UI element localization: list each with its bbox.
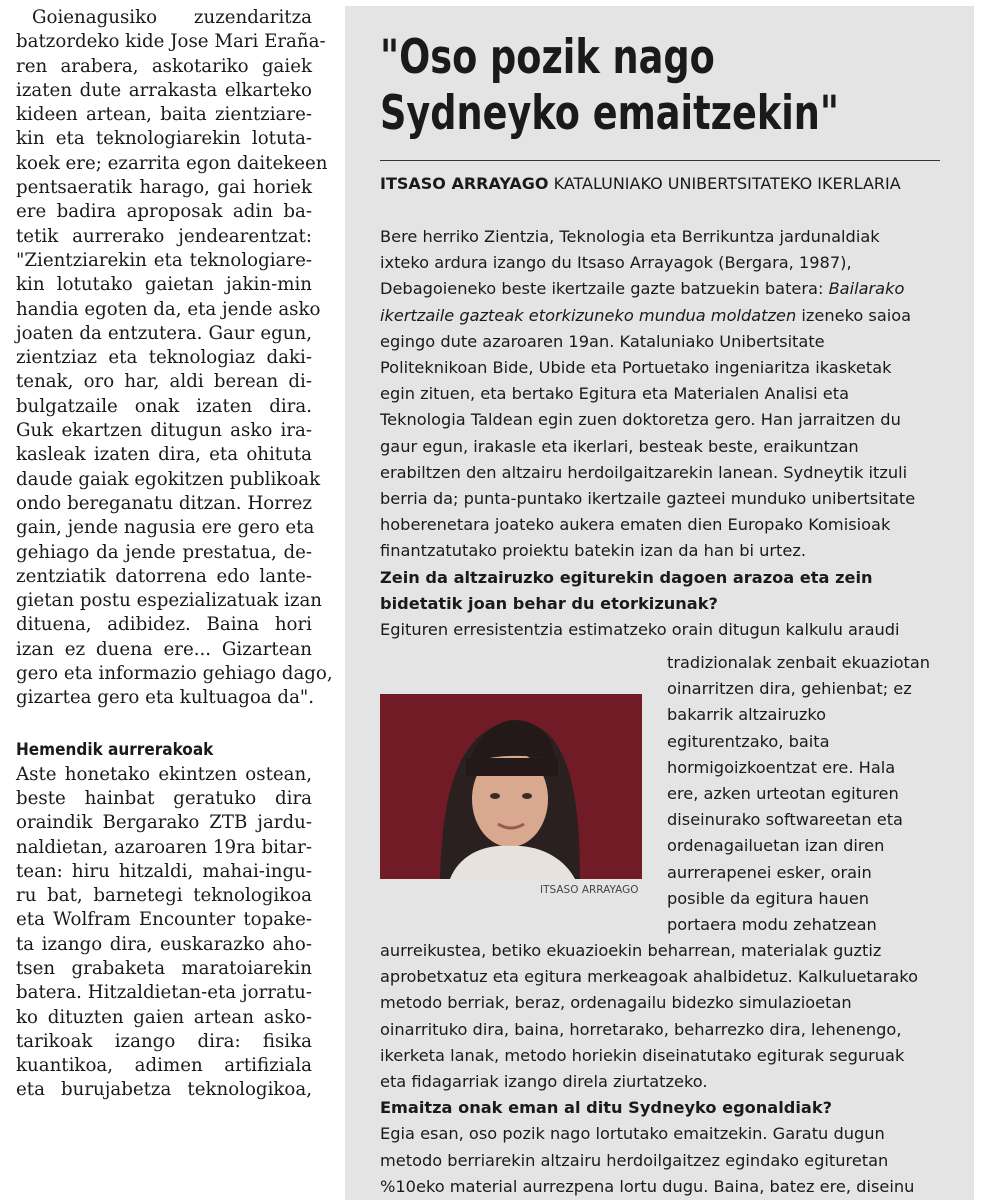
intro-line: berria da; punta-puntako ikertzaile gazteei munduko unibertsitate [380,489,916,509]
intro-line: Bere herriko Zientzia, Teknologia eta Berrikuntza jardunaldiak [380,227,880,246]
interview-title [380,30,839,142]
interview-body-top [380,224,940,643]
intro-line: Politeknikoan Bide, Ubide eta Portuetako ingeniaritza ikasketak [380,358,892,378]
text-line: gain, jende nagusia ere gero eta [16,517,315,539]
title-line-1: "Oso pozik nago [380,30,715,85]
text-line: daude gaiak egokitzen publikoak [16,468,321,490]
answer-line: aprobetxatuz eta egitura merkeagoak ahalbidetuz. Kalkuluetarako [380,967,918,987]
text-line: bulgatzaile onak izaten dira. [16,395,312,417]
byline-name: ITSASO ARRAYAGO [380,174,549,193]
intro-rest [380,329,940,565]
interview-body-bottom [380,938,940,1200]
text-line: joaten da entzutera. Gaur egun, [16,322,312,344]
answer-line: aurreikustea, betiko ekuazioekin beharrean, materialak guztiz [380,941,882,960]
answer-line: metodo berriarekin altzairu herdoilgaitzez egindako egituretan [380,1150,889,1170]
answer-1-narrow [667,650,957,938]
text-line: kin eta teknologiarekin lotuta- [16,128,312,150]
text-line: gizartea gero eta kultuagoa da". [16,687,315,709]
byline-role: KATALUNIAKO UNIBERTSITATEKO IKERLARIA [553,174,901,193]
text-line: dituena, adibidez. Baina hori [16,614,312,636]
text-line: Aste honetako ekintzen ostean, [16,763,312,785]
text-line: koek ere; ezarrita egon daitekeen [16,152,328,174]
text-line: izaten dute arrakasta elkarteko [16,79,312,101]
text-line: kasleak izaten dira, eta ohituta [16,444,312,466]
answer-1-rest [380,938,940,1095]
intro-text: Debagoieneko beste ikertzaile gazte batzuekin batera: [380,279,829,299]
text-line: gietan postu espezializatuak izan [16,590,323,612]
text-line: tsen grabaketa maratoiarekin [16,957,312,979]
intro-italic: ikertzaile gazteak etorkizuneko mundua moldatzen [380,305,797,325]
portrait-image [380,694,642,879]
text-line: izan ez duena ere... Gizartean [16,638,312,660]
answer-1-first: Egituren erresistentzia estimatzeko orain ditugun kalkulu araudi [380,620,900,640]
answer-line: ikerketa lanak, metodo horiekin diseinatutako egiturak seguruak [380,1045,905,1065]
answer-line: aurrerapenei esker, orain [667,862,872,882]
intro-line [380,303,940,329]
text-line: tean: hiru hitzaldi, mahai-ingu- [16,860,312,882]
intro-line: finantzatutako proiektu batekin izan da han bi urtez. [380,541,806,561]
photo-caption: ITSASO ARRAYAGO [540,884,639,896]
answer-line: %10eko material aurrezpena lortu dugu. Baina, batez ere, diseinu [380,1176,915,1196]
text-line: kideen artean, baita zientziare- [16,104,312,126]
intro-line: erabiltzen den altzairu herdoilgaitzarekin lanean. Sydneytik itzuli [380,462,908,482]
intro-line: Teknologia Taldean egin zuen doktoretza gero. Han jarraitzen du [380,410,901,430]
left-paragraph-2 [16,763,312,1103]
text-line: naldietan, azaroaren 19ra bitar- [16,836,312,858]
text-line: kuantikoa, adimen artifiziala [16,1055,312,1077]
left-subhead: Hemendik aurrerakoak [16,739,214,760]
answer-line: ere, azken urteotan egituren [667,784,899,804]
text-line: ondo bereganatu ditzan. Horrez [16,492,312,514]
question-2: Emaitza onak eman al ditu Sydneyko egonaldiak? [380,1098,832,1118]
text-line: eta burujabetza teknologikoa, [16,1079,312,1101]
text-line: ta izango dira, euskarazko aho- [16,933,312,955]
answer-line: posible da egitura hauen [667,888,870,908]
text-line: ko dituzten gaien artean asko- [16,1006,312,1028]
text-line: beste hainbat geratuko dira [16,787,312,809]
intro-line: ixteko ardura izango du Itsaso Arrayagok (Bergara, 1987), [380,253,852,273]
text-line: tenak, oro har, aldi berean di- [16,371,312,393]
answer-line: metodo berriak, beraz, ordenagailu bidezko simulazioetan [380,993,852,1013]
answer-line: hormigoizkoentzat ere. Hala [667,757,896,777]
text-line: batera. Hitzaldietan-eta jorratu- [16,982,312,1004]
byline [380,174,901,193]
title-rule [380,160,940,161]
text-line: Guk ekartzen ditugun asko ira- [16,420,312,442]
text-line: tetik aurrerako jendearentzat: [16,225,312,247]
answer-line: tradizionalak zenbait ekuaziotan [667,653,931,672]
intro-text: izeneko saioa [796,305,912,325]
intro-line: egin zituen, eta bertako Egitura eta Materialen Analisi eta [380,384,849,404]
answer-line: eta fidagarriak izango direla ziurtatzeko. [380,1072,708,1092]
intro-line [380,276,940,302]
intro-line: hoberenetara joateko aukera ematen dien Europako Komisioak [380,515,891,535]
left-column-article [16,6,333,1103]
text-line: eta Wolfram Encounter topake- [16,909,312,931]
answer-line: egiturentzako, baita [667,731,830,751]
answer-line: oinarritzen dira, gehienbat; ez [667,679,912,699]
text-line: zentziatik datorrena edo lante- [16,565,312,587]
title-line-2: Sydneyko emaitzekin" [380,86,839,141]
text-line: batzordeko kide Jose Mari Eraña- [16,31,326,53]
text-line: pentsaeratik harago, gai horiek [16,177,312,199]
text-line: handia egoten da, eta jende asko [16,298,321,320]
portrait-photo [380,694,642,879]
answer-2 [380,1121,940,1200]
intro-line: egingo dute azaroaren 19an. Kataluniako Unibertsitate [380,331,825,351]
answer-line: bakarrik altzairuzko [667,705,827,725]
answer-line: oinarrituko dira, baina, horretarako, beharrezko dira, lehenengo, [380,1019,902,1039]
answer-line: portaera modu zehatzean [667,915,877,935]
text-line: tarikoak izango dira: fisika [16,1030,312,1052]
question-1 [380,565,940,617]
text-line: ru bat, barnetegi teknologikoa [16,885,312,907]
text-line: kin lotutako gaietan jakin-min [16,274,312,296]
text-line: "Zientziarekin eta teknologiare- [16,249,312,271]
answer-line: diseinurako softwareetan eta [667,810,903,830]
intro-line: gaur egun, irakasle eta ikerlari, besteak beste, eraikuntzan [380,436,859,456]
text-line: oraindik Bergarako ZTB jardu- [16,812,312,834]
text-line: gero eta informazio gehiago dago, [16,663,333,685]
left-paragraph-1 [16,6,333,711]
text-line: Goienagusiko zuzendaritza [32,7,312,28]
text-line: ere badira aproposak adin ba- [16,201,312,223]
answer-line: Egia esan, oso pozik nago lortutako emaitzekin. Garatu dugun [380,1124,885,1144]
question-line: bidetatik joan behar du etorkizunak? [380,593,718,613]
answer-line: ordenagailuetan izan diren [667,836,885,856]
question-line: Zein da altzairuzko egiturekin dagoen arazoa eta zein [380,567,873,587]
intro-italic: Bailarako [828,279,905,299]
text-line: zientziaz eta teknologiaz daki- [16,347,312,369]
text-line: gehiago da jende prestatua, de- [16,541,312,563]
text-line: ren arabera, askotariko gaiek [16,55,312,77]
